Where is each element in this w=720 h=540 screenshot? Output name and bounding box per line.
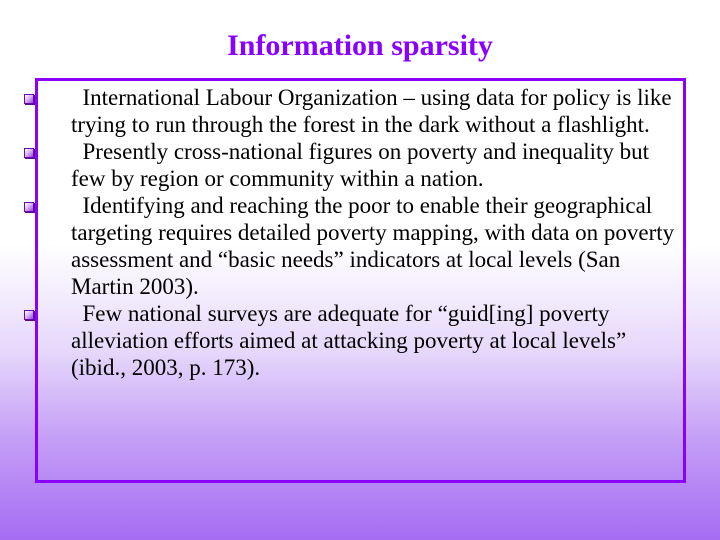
content-box xyxy=(35,78,686,483)
bullet-item xyxy=(38,84,683,138)
bullet-item xyxy=(38,300,683,381)
square-bullet-icon xyxy=(24,148,34,158)
bullet-list xyxy=(38,84,683,381)
square-bullet-icon xyxy=(24,202,34,212)
bullet-item xyxy=(38,138,683,192)
bullet-text: International Labour Organization – using data for policy is like trying to run through the forest in the dark without a flashlight. xyxy=(71,85,678,137)
square-bullet-icon xyxy=(24,94,34,104)
bullet-text: Few national surveys are adequate for “guid[ing] poverty alleviation efforts aimed at attacking poverty at local levels” (ibid., 2003, p. 173). xyxy=(71,301,632,380)
bullet-item xyxy=(38,192,683,300)
bullet-text: Presently cross-national figures on poverty and inequality but few by region or community within a nation. xyxy=(71,139,655,191)
bullet-text: Identifying and reaching the poor to enable their geographical targeting requires detailed poverty mapping, with data on poverty assessment and “basic needs” indicators at local levels (San Martin 2003). xyxy=(71,193,680,299)
slide-title: Information sparsity xyxy=(227,29,493,62)
square-bullet-icon xyxy=(24,310,34,320)
